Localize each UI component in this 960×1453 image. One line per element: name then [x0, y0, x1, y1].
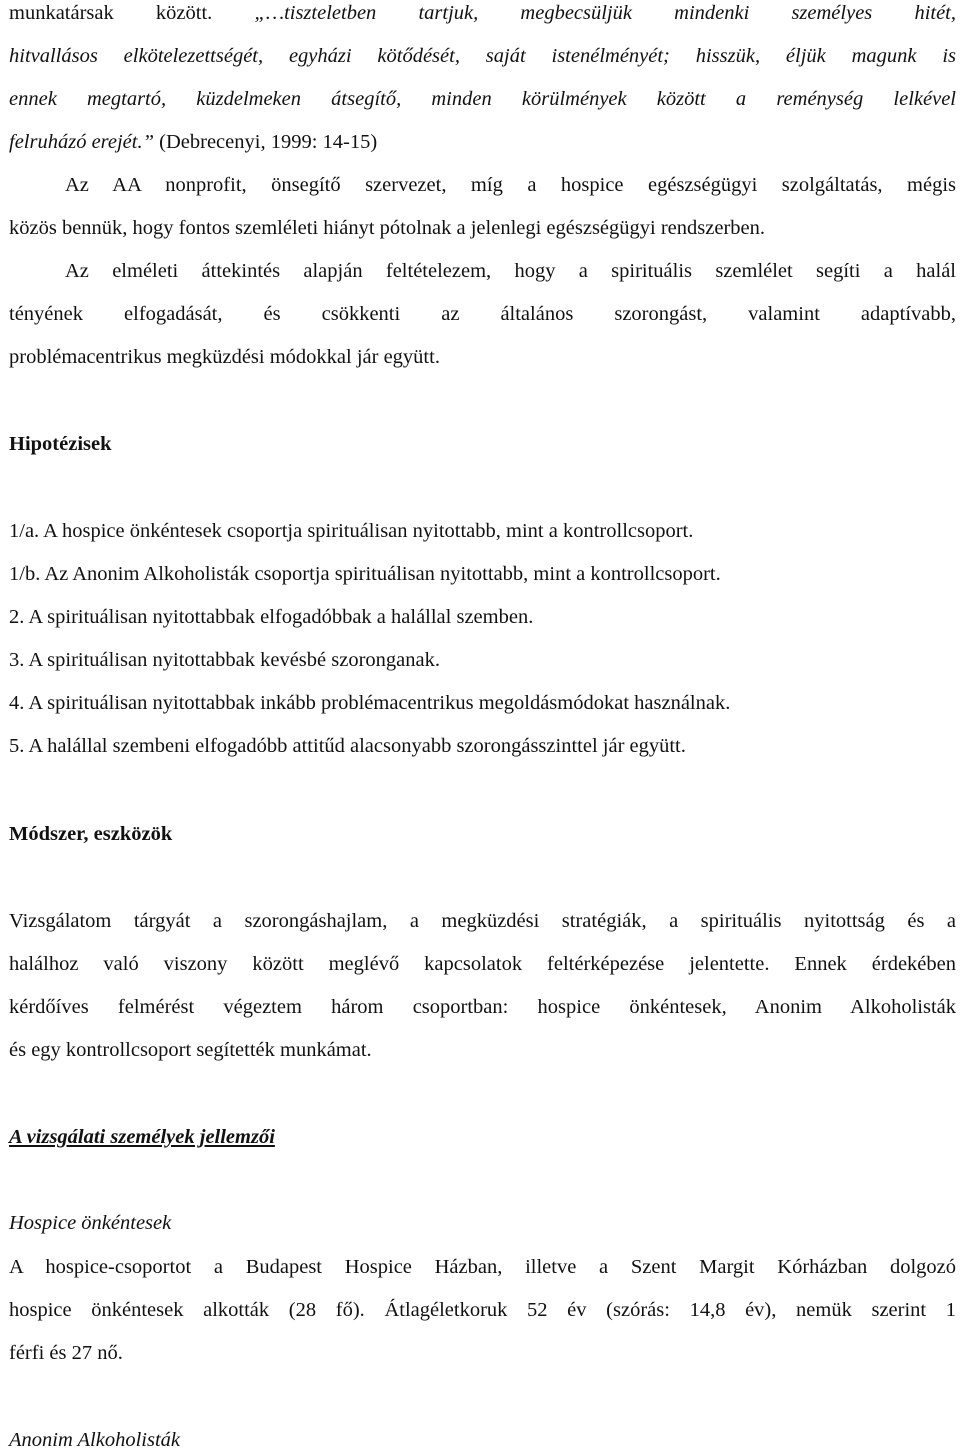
list-item: 3. A spirituálisan nyitottabbak kevésbé szoronganak.	[9, 649, 440, 671]
citation: (Debrecenyi, 1999: 14-15)	[154, 131, 378, 153]
text-span: munkatársak között.	[9, 2, 255, 24]
text-line: Vizsgálatom tárgyát a szorongáshajlam, a megküzdési stratégiák, a spirituális nyitottság és a	[9, 910, 956, 932]
hypotheses-heading: Hipotézisek	[9, 433, 112, 455]
quote-line: hitvallásos elkötelezettségét, egyházi kötődését, saját istenélményét; hisszük, éljük magunk is	[9, 45, 956, 67]
subjects-heading: A vizsgálati személyek jellemzői	[9, 1126, 275, 1148]
quote-text: „…tiszteletben tartjuk, megbecsüljük mindenki személyes hitét,	[254, 2, 957, 24]
text-line: közös bennük, hogy fontos szemléleti hiányt pótolnak a jelenlegi egészségügyi rendszerben.	[9, 217, 766, 239]
intro-quote-paragraph	[9, 0, 956, 172]
aa-paragraph	[9, 172, 956, 258]
text-line: hospice önkéntesek alkották (28 fő). Átlagéletkoruk 52 év (szórás: 14,8 év), nemük szerint 1	[9, 1299, 956, 1321]
text-line: Az AA nonprofit, önsegítő szervezet, míg a hospice egészségügyi szolgáltatás, mégis	[65, 174, 956, 196]
hospice-paragraph	[9, 1254, 956, 1383]
methods-paragraph	[9, 908, 956, 1080]
text-line	[9, 129, 956, 172]
hospice-subheading: Hospice önkéntesek	[9, 1212, 172, 1234]
text-line: és egy kontrollcsoport segítették munkámat.	[9, 1039, 372, 1061]
text-line: férfi és 27 nő.	[9, 1342, 123, 1364]
methods-heading: Módszer, eszközök	[9, 823, 173, 845]
text-line: tényének elfogadását, és csökkenti az általános szorongást, valamint adaptívabb,	[9, 303, 956, 325]
text-line: problémacentrikus megküzdési módokkal jár együtt.	[9, 346, 440, 368]
hypotheses-list	[9, 518, 956, 776]
text-line: kérdőíves felmérést végeztem három csoportban: hospice önkéntesek, Anonim Alkoholisták	[9, 996, 956, 1018]
text-line: A hospice-csoportot a Budapest Hospice Házban, illetve a Szent Margit Kórházban dolgozó	[9, 1256, 956, 1278]
text-line: Az elméleti áttekintés alapján feltételezem, hogy a spirituális szemlélet segíti a halál	[65, 260, 956, 282]
text-line: halálhoz való viszony között meglévő kapcsolatok feltérképezése jelentette. Ennek érdekében	[9, 953, 956, 975]
aa-subheading: Anonim Alkoholisták	[9, 1429, 181, 1451]
list-item: 5. A halállal szembeni elfogadóbb attitűd alacsonyabb szorongásszinttel jár együtt.	[9, 735, 686, 757]
list-item: 1/b. Az Anonim Alkoholisták csoportja spirituálisan nyitottabb, mint a kontrollcsoport.	[9, 563, 721, 585]
list-item: 2. A spirituálisan nyitottabbak elfogadóbbak a halállal szemben.	[9, 606, 534, 628]
list-item: 1/a. A hospice önkéntesek csoportja spirituálisan nyitottabb, mint a kontrollcsoport.	[9, 520, 694, 542]
text-line	[9, 0, 956, 43]
list-item: 4. A spirituálisan nyitottabbak inkább problémacentrikus megoldásmódokat használnak.	[9, 692, 731, 714]
quote-text: felruházó erejét.”	[9, 131, 155, 153]
quote-line: ennek megtartó, küzdelmeken átsegítő, minden körülmények között a reménység lelkével	[9, 88, 956, 110]
theory-paragraph	[9, 258, 956, 387]
